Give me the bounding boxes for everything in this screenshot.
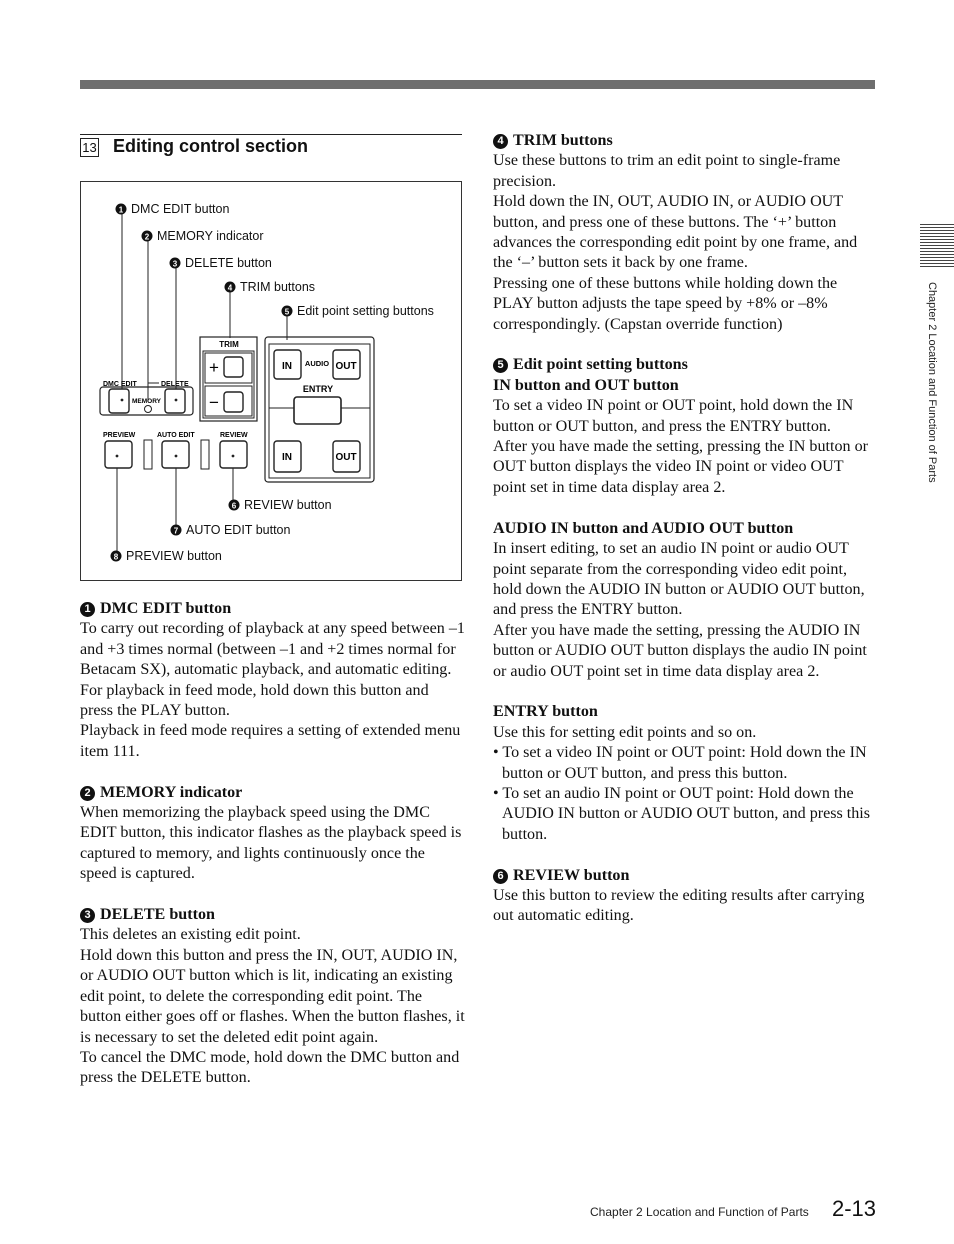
out-button[interactable]: [333, 441, 360, 472]
edit-row: [103, 432, 248, 469]
paragraph: Hold down this button and press the IN, OUT, AUDIO IN, or AUDIO OUT button which is lit, indicating an existing edit point, to delete the corresponding edit point. The button either goes off or flashes. When the button flashes, it is necessary to set the deleted edit point again.: [80, 946, 465, 1046]
review-label: REVIEW: [220, 432, 248, 439]
paragraph: When memorizing the playback speed using the DMC EDIT button, this indicator flashes as the playback speed is captured to memory, and lights continuously once the speed is captured.: [80, 804, 462, 883]
paragraph: Playback in feed mode requires a setting of extended menu item 111.: [80, 722, 461, 760]
callout-label: TRIM buttons: [240, 280, 316, 294]
section-number: 13: [80, 138, 99, 157]
trim-group: [200, 337, 257, 421]
paragraph: After you have made the setting, pressing the AUDIO IN button or AUDIO OUT button displays the audio IN point or audio OUT point set in time data display area 2.: [493, 621, 867, 680]
callout-label: MEMORY indicator: [157, 229, 264, 243]
callout-label: AUTO EDIT button: [186, 523, 291, 537]
number-badge: 1: [80, 602, 95, 617]
callout-num: 3: [172, 259, 178, 269]
chapter-tab-marker: [920, 224, 954, 268]
footer-chapter: Chapter 2 Location and Function of Parts: [590, 1205, 809, 1219]
callout-label: Edit point setting buttons: [297, 304, 434, 318]
dmc-group: [100, 381, 193, 415]
number-badge: 3: [80, 908, 95, 923]
paragraph: To set a video IN point or OUT point, hold down the IN button or OUT button, and press the ENTRY button.: [493, 397, 854, 435]
paragraph: After you have made the setting, pressing the IN button or OUT button displays the video IN point or video OUT point set in time data display area 2.: [493, 438, 868, 496]
section-heading: [80, 134, 462, 163]
callout-4: [225, 280, 316, 294]
paragraph: Use these buttons to trim an edit point to single-frame precision.: [493, 152, 841, 190]
bullet-item: • To set a video IN point or OUT point: Hold down the IN button or OUT button, and press this button.: [493, 744, 867, 782]
callout-num: 5: [284, 307, 290, 317]
edit-point-group: [265, 337, 374, 482]
trim-heading: 4 TRIM buttons: [493, 131, 877, 151]
paragraph: For playback in feed mode, hold down this button and press the PLAY button.: [80, 681, 429, 720]
section-title: Editing control section: [113, 136, 309, 156]
callout-num: 7: [173, 526, 179, 536]
callout-7: [171, 523, 291, 537]
trim-label: TRIM: [219, 340, 239, 349]
control-panel-diagram: [80, 181, 462, 581]
delete-label: DELETE: [161, 381, 189, 388]
subheading: AUDIO IN button and AUDIO OUT button: [493, 519, 794, 537]
page-number: 2-13: [832, 1196, 877, 1221]
callout-label: REVIEW button: [244, 498, 332, 512]
callout-num: 6: [231, 501, 237, 511]
review-button[interactable]: [220, 441, 247, 468]
delete-heading: 3 DELETE button: [80, 905, 465, 925]
in-label: IN: [282, 452, 292, 463]
paragraph: To carry out recording of playback at any speed between –1 and +3 times normal (between –1 and +2 times normal for Betacam SX), automatic playback, and automatic editing.: [80, 620, 465, 679]
divider-led: [201, 440, 209, 469]
trim-minus-button[interactable]: [205, 386, 252, 416]
callout-num: 8: [113, 552, 119, 562]
trim-plus-button[interactable]: [205, 353, 252, 383]
audio-out-button[interactable]: [333, 350, 360, 379]
callout-3: [170, 256, 272, 270]
callout-1: [116, 202, 230, 216]
entry-button[interactable]: [294, 397, 341, 424]
bullet-item: • To set an audio IN point or OUT point: Hold down the AUDIO IN button or AUDIO OUT button, and press this button.: [493, 784, 871, 843]
number-badge: 6: [493, 869, 508, 884]
callout-num: 4: [227, 283, 233, 293]
in-button[interactable]: [274, 441, 301, 472]
callout-label: DELETE button: [185, 256, 272, 270]
preview-button[interactable]: [105, 441, 132, 468]
dmc-edit-label: DMC EDIT: [103, 381, 137, 388]
callout-label: PREVIEW button: [126, 549, 222, 563]
left-column: [80, 599, 465, 1089]
callout-6: [229, 498, 332, 512]
number-badge: 5: [493, 358, 508, 373]
auto-edit-label: AUTO EDIT: [157, 432, 195, 439]
in-label: IN: [282, 361, 292, 372]
divider-led: [144, 440, 152, 469]
dmc-edit-heading: 1 DMC EDIT button: [80, 599, 465, 619]
callout-2: [142, 229, 264, 243]
header-rule: [80, 80, 875, 89]
preview-label: PREVIEW: [103, 432, 136, 439]
audio-in-button[interactable]: [274, 350, 301, 379]
auto-edit-button[interactable]: [162, 441, 189, 468]
out-label: OUT: [335, 452, 357, 463]
number-badge: 2: [80, 786, 95, 801]
subheading: IN button and OUT button: [493, 376, 679, 394]
callout-num: 2: [144, 232, 150, 242]
paragraph: This deletes an existing edit point.: [80, 926, 301, 944]
entry-label: ENTRY: [302, 384, 334, 394]
audio-label: AUDIO: [304, 359, 330, 368]
minus-sign: −: [209, 393, 219, 412]
callout-num: 1: [118, 205, 124, 215]
right-column: [493, 131, 877, 927]
paragraph: Hold down the IN, OUT, AUDIO IN, or AUDIO OUT button, and press one of these buttons. The ‘+’ button advances the corresponding edit point by one frame, and the ‘–’ button sets it back by one frame.: [493, 193, 858, 272]
out-label: OUT: [335, 361, 357, 372]
delete-button[interactable]: [165, 389, 185, 413]
callout-5: [282, 304, 434, 318]
callout-8: [111, 549, 222, 563]
dmc-edit-button[interactable]: [109, 389, 129, 413]
paragraph: In insert editing, to set an audio IN point or audio OUT point separate from the corresponding video edit point, hold down the AUDIO IN button or AUDIO OUT button, and press the ENTRY button.: [493, 540, 865, 619]
memory-indicator: [132, 398, 162, 413]
memory-label: MEMORY: [132, 398, 162, 405]
paragraph: Use this for setting edit points and so on.: [493, 723, 757, 741]
review-heading: 6 REVIEW button: [493, 866, 877, 886]
edit-point-heading: 5 Edit point setting buttons: [493, 355, 877, 375]
memory-heading: 2 MEMORY indicator: [80, 783, 465, 803]
subheading: ENTRY button: [493, 703, 598, 721]
chapter-side-label: Chapter 2 Location and Function of Parts: [926, 282, 938, 483]
paragraph: Pressing one of these buttons while holding down the PLAY button adjusts the tape speed by +8% or –8% correspondingly. (Capstan override function): [493, 274, 838, 333]
paragraph: To cancel the DMC mode, hold down the DMC button and press the DELETE button.: [80, 1048, 460, 1087]
number-badge: 4: [493, 134, 508, 149]
callout-label: DMC EDIT button: [131, 202, 230, 216]
plus-sign: +: [209, 358, 219, 377]
paragraph: Use this button to review the editing results after carrying out automatic editing.: [493, 886, 865, 925]
